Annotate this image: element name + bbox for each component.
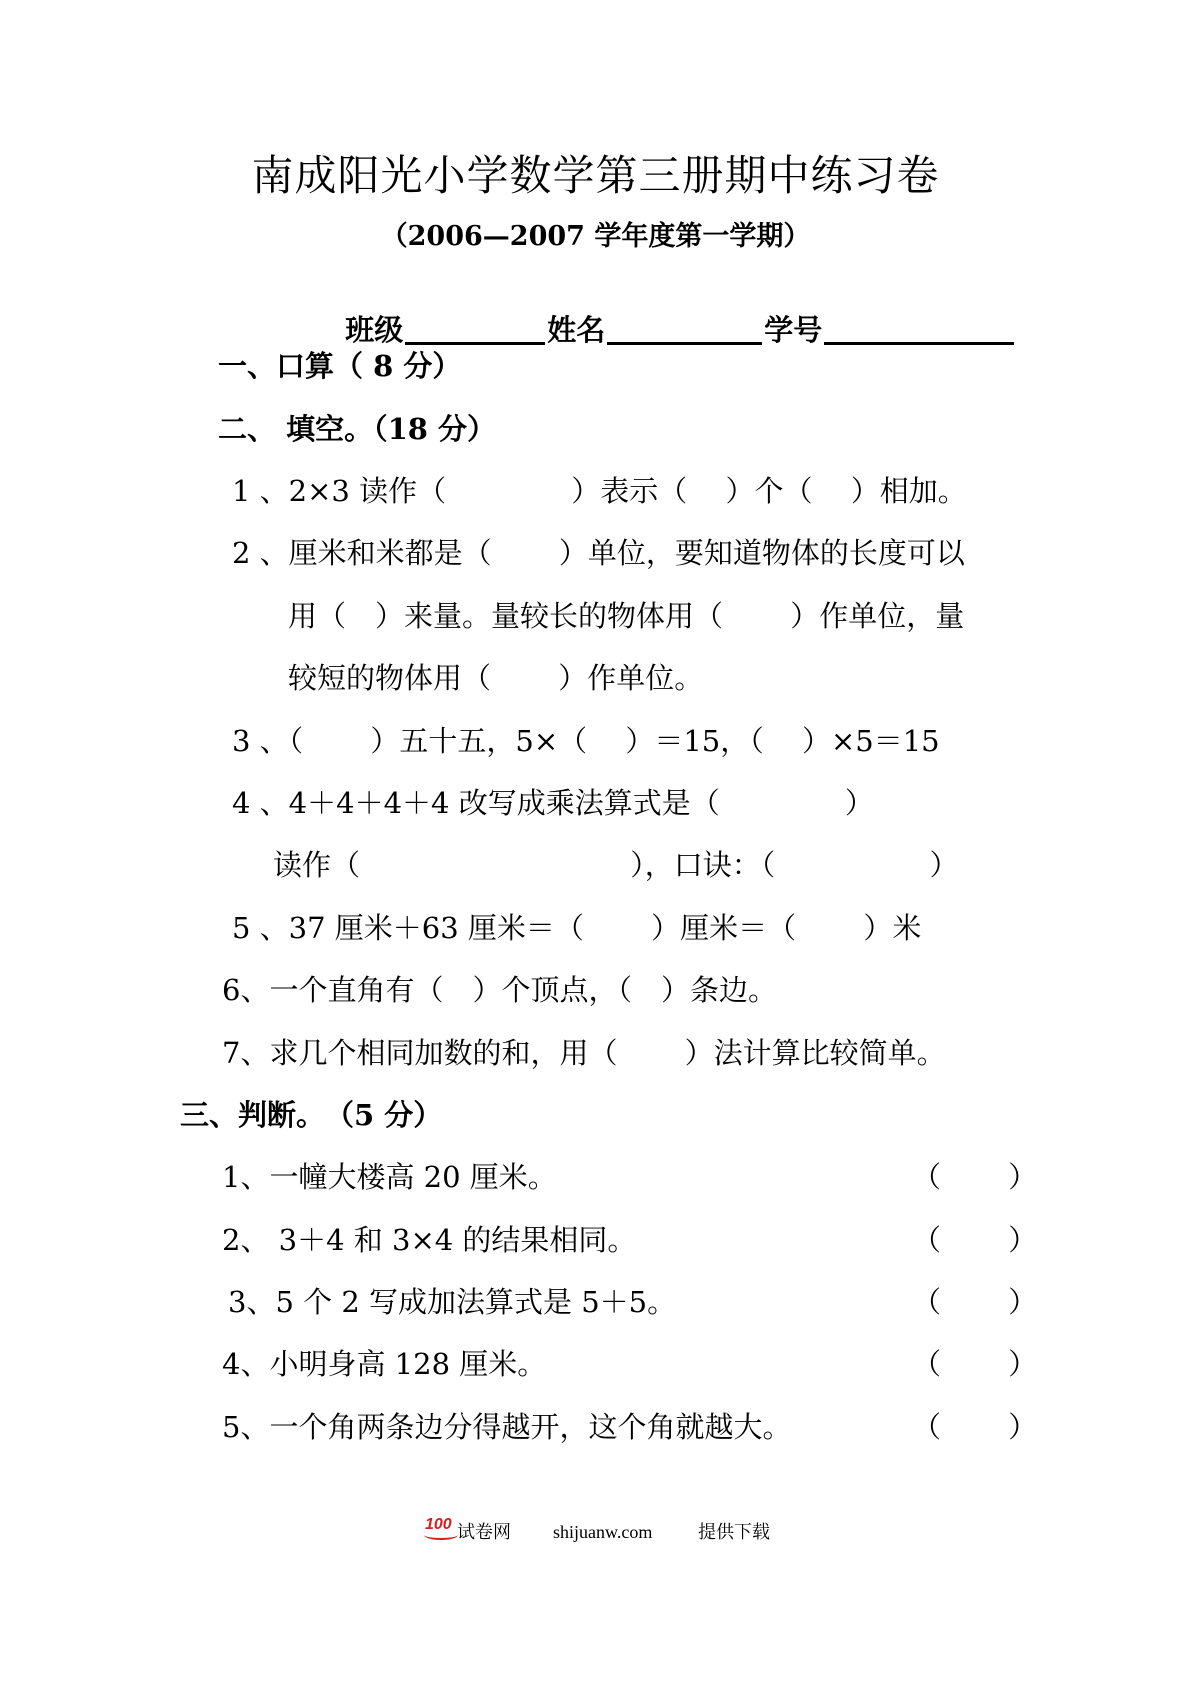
fill-question-2-line-3: 较短的物体用（ ）作单位。 [288, 661, 704, 695]
fill-question-2-line-2: 用（ ）来量。量较长的物体用（ ）作单位，量 [288, 599, 965, 633]
fill-question-7: 7、求几个相同加数的和，用（ ）法计算比较简单。 [222, 1036, 946, 1070]
judge-item-5: 5、一个角两条边分得越开，这个角就越大。 [222, 1410, 792, 1444]
name-label: 姓名 [547, 313, 606, 347]
judge-item-4: 4、小明身高 128 厘米。 [222, 1347, 547, 1381]
name-blank[interactable] [607, 314, 762, 345]
judge-answer-4[interactable]: （ ） [912, 1347, 1038, 1381]
page-title: 南成阳光小学数学第三册期中练习卷 [251, 151, 940, 200]
fill-question-2-line-1: 2 、厘米和米都是（ ）单位，要知道物体的长度可以 [232, 536, 965, 570]
footer-site-link[interactable]: shijuanw.com [553, 1522, 653, 1542]
judge-answer-3[interactable]: （ ） [912, 1285, 1038, 1319]
fill-question-1: 1 、2×3 读作（ ）表示（ ）个（ ）相加。 [232, 474, 967, 508]
site-logo: 100 [425, 1516, 452, 1533]
fill-question-6: 6、一个直角有（ ）个顶点，（ ）条边。 [222, 973, 777, 1007]
footer-brand: 试卷网 [457, 1522, 511, 1542]
fill-question-3: 3 、（ ）五十五，5×（ ）＝15，（ ）×5＝15 [232, 724, 940, 758]
fill-question-4-line-2: 读作（ ），口诀：（ ） [273, 848, 959, 882]
footer-note: 提供下载 [698, 1522, 770, 1542]
judge-answer-5[interactable]: （ ） [912, 1410, 1038, 1444]
section-1-title: 一、口算（ 8 分） [218, 349, 462, 383]
judge-answer-2[interactable]: （ ） [912, 1223, 1038, 1257]
judge-item-1: 1、一幢大楼高 20 厘米。 [222, 1160, 557, 1194]
page-subtitle: （2006—2007 学年度第一学期） [380, 221, 811, 252]
id-blank[interactable] [824, 314, 1014, 345]
fill-question-4-line-1: 4 、4＋4＋4＋4 改写成乘法算式是（ ） [232, 786, 874, 820]
id-label: 学号 [764, 313, 823, 347]
class-blank[interactable] [405, 314, 545, 345]
section-3-title: 三、判断。 （5 分） [180, 1098, 443, 1132]
judge-item-2: 2、 3＋4 和 3×4 的结果相同。 [222, 1223, 637, 1257]
fill-question-5: 5 、37 厘米＋63 厘米＝（ ）厘米＝（ ）米 [232, 911, 922, 945]
class-label: 班级 [345, 313, 404, 347]
section-2-title: 二、 填空。（18 分） [218, 412, 497, 446]
student-info-line [325, 285, 1016, 345]
judge-answer-1[interactable]: （ ） [912, 1160, 1038, 1194]
judge-item-3: 3、5 个 2 写成加法算式是 5＋5。 [228, 1285, 677, 1319]
logo-swoosh-icon [424, 1530, 458, 1540]
